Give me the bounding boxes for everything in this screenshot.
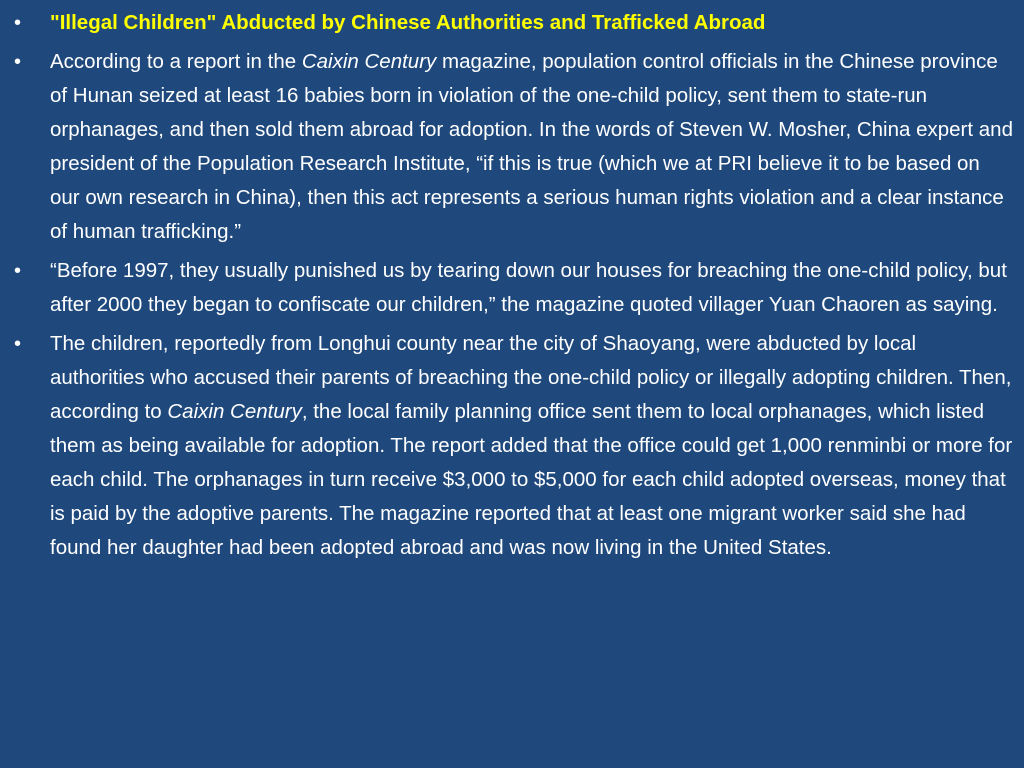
title-text: "Illegal Children" Abducted by Chinese Authorities and Trafficked Abroad bbox=[50, 11, 766, 34]
paragraph-text: “Before 1997, they usually punished us by tearing down our houses for breaching the one-child policy, but after 2000 they began to confiscate our children,” the magazine quoted villager Yuan Chaoren as saying. bbox=[50, 259, 1007, 316]
paragraph-text: , the local family planning office sent them to local orphanages, which listed them as being available for adoption. The report added that the office could get 1,000 renminbi or more for each child. The orphanages in turn receive $3,000 to $5,000 for each child adopted overseas, money that is paid by the adoptive parents. The magazine reported that at least one migrant worker said she had found her daughter had been adopted abroad and was now living in the United States. bbox=[50, 400, 1013, 559]
paragraph-text: The children, reportedly from Longhui county near the city of Shaoyang, were abducted by local authorities who accused their parents of breaching the one-child policy or illegally adopting children. Then, according to bbox=[50, 332, 1012, 423]
bullet-paragraph-3 bbox=[14, 327, 1014, 565]
bullet-paragraph-1 bbox=[14, 45, 1014, 249]
magazine-name: Caixin Century bbox=[301, 50, 437, 73]
bullet-icon: • bbox=[14, 260, 22, 282]
bullet-icon: • bbox=[14, 333, 22, 355]
paragraph-text: magazine, population control officials in the Chinese province of Hunan seized at least 16 babies born in violation of the one-child policy, sent them to state-run orphanages, and then sold them abroad for adoption. In the words of Steven W. Mosher, China expert and president of the Population Research Institute, “if this is true (which we at PRI believe it to be based on our own research in China), then this act represents a serious human rights violation and a clear instance of human trafficking.” bbox=[50, 50, 1013, 243]
bullet-icon: • bbox=[14, 12, 22, 34]
magazine-name: Caixin Century bbox=[167, 400, 302, 423]
bullet-icon: • bbox=[14, 51, 22, 73]
paragraph-text: According to a report in the bbox=[50, 50, 302, 73]
slide-title bbox=[14, 6, 1014, 40]
bullet-paragraph-2 bbox=[14, 254, 1014, 322]
bullet-list bbox=[14, 6, 1014, 570]
